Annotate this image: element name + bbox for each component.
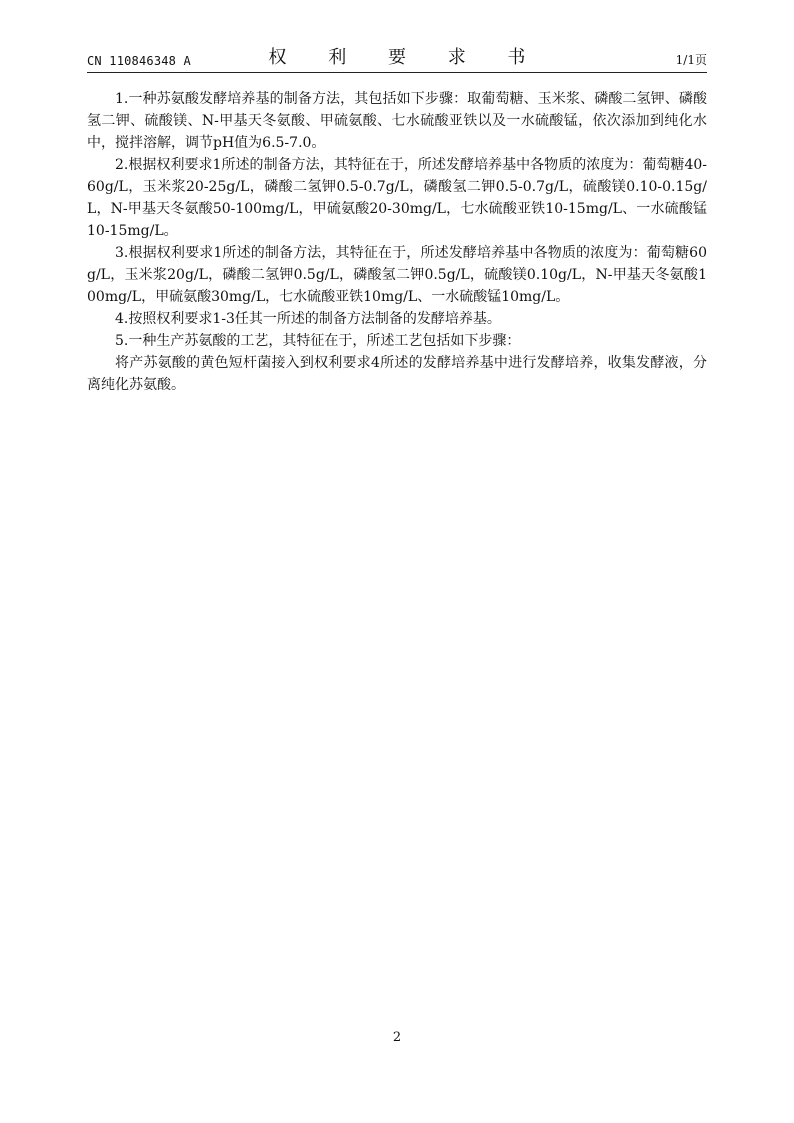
document-title: 权 利 要 求 书 bbox=[268, 47, 544, 68]
claim-5: 5.一种生产苏氨酸的工艺，其特征在于，所述工艺包括如下步骤： bbox=[115, 333, 521, 349]
claim-5-step: 将产苏氨酸的黄色短杆菌接入到权利要求4所述的发酵培养基中进行发酵培养，收集发酵液，分离纯化苏氨酸。 bbox=[87, 355, 707, 393]
page-indicator: 1/1页 bbox=[675, 53, 707, 67]
page-number: 2 bbox=[392, 1030, 402, 1045]
publication-number: CN 110846348 A bbox=[87, 54, 191, 68]
claim-1: 1.一种苏氨酸发酵培养基的制备方法，其包括如下步骤：取葡萄糖、玉米浆、磷酸二氢钾、磷酸氢二钾、硫酸镁、N-甲基天冬氨酸、甲硫氨酸、七水硫酸亚铁以及一水硫酸锰，依次添加到纯化水中，搅拌溶解，调节pH值为6.5-7.0。 bbox=[87, 91, 707, 151]
page-header bbox=[87, 44, 707, 73]
claim-4: 4.按照权利要求1-3任其一所述的制备方法制备的发酵培养基。 bbox=[115, 311, 501, 327]
claims-body bbox=[87, 88, 707, 396]
claim-2: 2.根据权利要求1所述的制备方法，其特征在于，所述发酵培养基中各物质的浓度为：葡萄糖40-60g/L，玉米浆20-25g/L，磷酸二氢钾0.5-0.7g/L，磷酸氢二钾0.5-0.7g/L，硫酸镁0.10-0.15g/L，N-甲基天冬氨酸50-100mg/L，甲硫氨酸20-30mg/L，七水硫酸亚铁10-15mg/L、一水硫酸锰10-15mg/L。 bbox=[87, 157, 707, 239]
claim-3: 3.根据权利要求1所述的制备方法，其特征在于，所述发酵培养基中各物质的浓度为：葡萄糖60g/L，玉米浆20g/L，磷酸二氢钾0.5g/L，磷酸氢二钾0.5g/L，硫酸镁0.10g/L，N-甲基天冬氨酸100mg/L，甲硫氨酸30mg/L，七水硫酸亚铁10mg/L、一水硫酸锰10mg/L。 bbox=[87, 245, 707, 305]
